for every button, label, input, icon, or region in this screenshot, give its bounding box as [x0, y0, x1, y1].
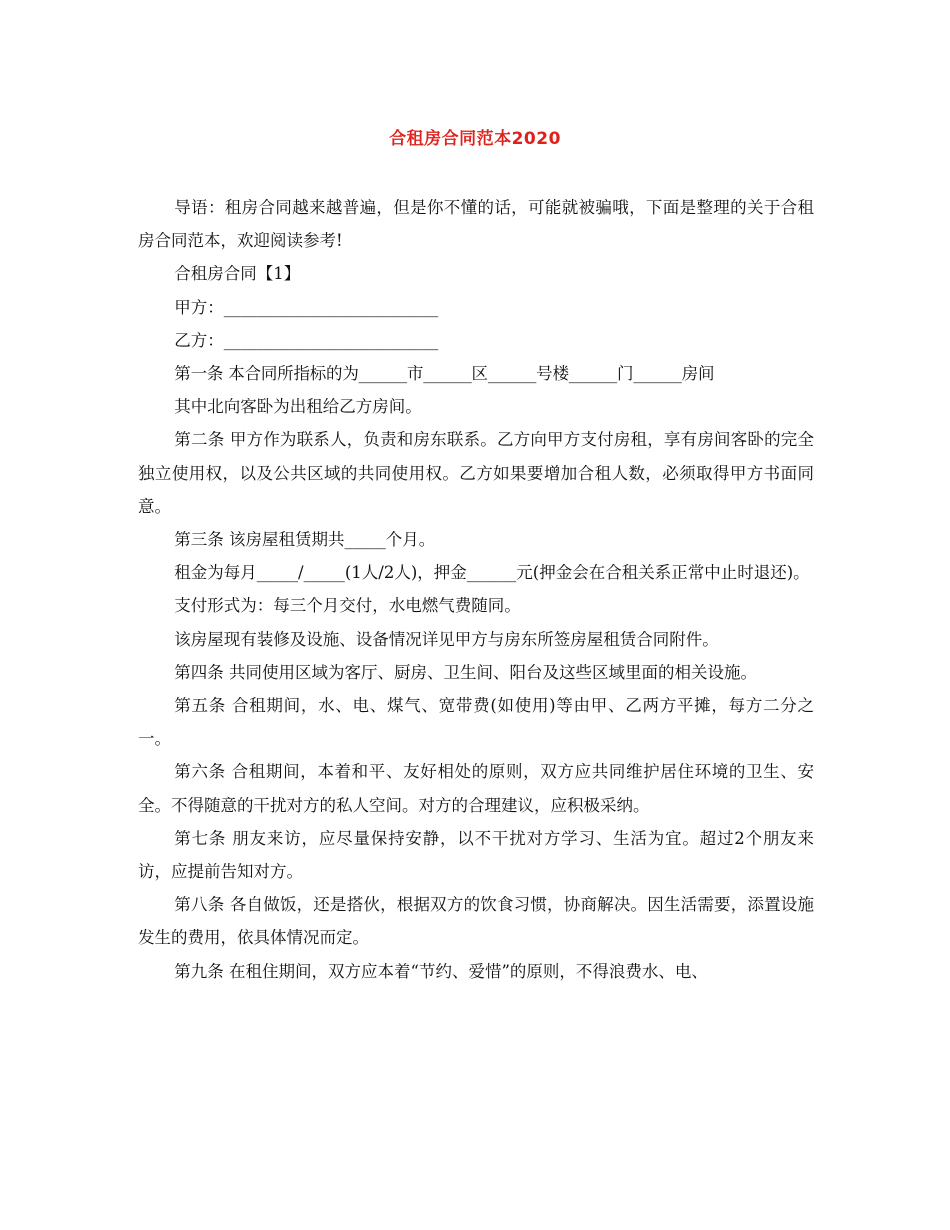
clause-3-facilities: 该房屋现有装修及设施、设备情况详见甲方与房东所签房屋租赁合同附件。: [174, 629, 719, 649]
party-a-line: 甲方：__________________________: [174, 297, 439, 317]
clause-1-continued: 其中北向客卧为出租给乙方房间。: [174, 397, 422, 417]
section-heading: 合租房合同【1】: [174, 264, 301, 284]
clause-2: 第二条 甲方作为联系人，负责和房东联系。乙方向甲方支付房租，享有房间客卧的完全独立使用权，以及公共区域的共同使用权。乙方如果要增加合租人数，必须取得甲方书面同意。: [138, 430, 814, 516]
clause-4: 第四条 共同使用区域为客厅、厨房、卫生间、阳台及这些区域里面的相关设施。: [174, 662, 758, 682]
intro-paragraph: 导语：租房合同越来越普遍，但是你不懂的话，可能就被骗哦，下面是整理的关于合租房合同范本，欢迎阅读参考!: [138, 198, 814, 251]
document-title: 合租房合同范本2020: [389, 129, 561, 149]
clause-7: 第七条 朋友来访，应尽量保持安静，以不干扰对方学习、生活为宜。超过2个朋友来访，应提前告知对方。: [138, 828, 814, 882]
document-body: [138, 191, 814, 988]
clause-8: 第八条 各自做饭，还是搭伙，根据双方的饮食习惯，协商解决。因生活需要，添置设施发生的费用，依具体情况而定。: [138, 895, 814, 948]
clause-3-payment: 支付形式为：每三个月交付，水电燃气费随同。: [174, 596, 521, 616]
party-b-line: 乙方：__________________________: [174, 330, 439, 350]
clause-5: 第五条 合租期间，水、电、煤气、宽带费(如使用)等由甲、乙两方平摊，每方二分之一。: [138, 696, 814, 749]
clause-3: 第三条 该房屋租赁期共_____个月。: [174, 530, 436, 550]
clause-9: 第九条 在租住期间，双方应本着“节约、爱惜”的原则，不得浪费水、电、: [174, 961, 708, 981]
clause-6: 第六条 合租期间，本着和平、友好相处的原则，双方应共同维护居住环境的卫生、安全。不得随意的干扰对方的私人空间。对方的合理建议，应积极采纳。: [138, 762, 814, 815]
clause-1: 第一条 本合同所指标的为______市______区______号楼______门______房间: [174, 364, 715, 384]
clause-3-rent: 租金为每月_____/_____(1人/2人)，押金______元(押金会在合租关系正常中止时退还)。: [174, 563, 810, 583]
